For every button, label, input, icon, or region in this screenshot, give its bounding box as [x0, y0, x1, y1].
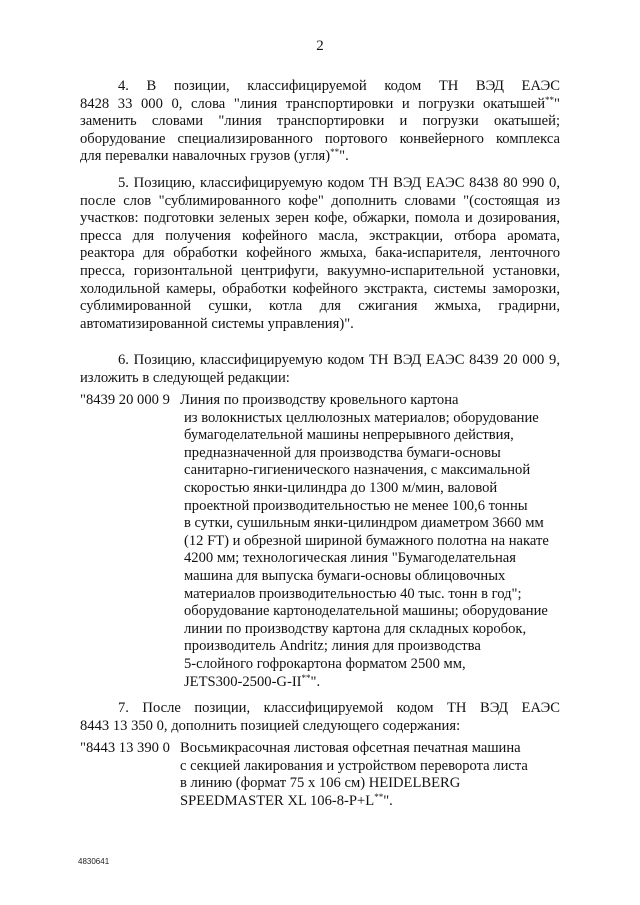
paragraph-6 [80, 352, 560, 387]
p4-line-4: оборудование специализированного портового конвейерного комплекса [80, 130, 560, 147]
entry-1-line: бумагоделательной машины непрерывного действия, [184, 427, 514, 444]
entry-2-line: в линию (формат 75 х 106 см) HEIDELBERG [180, 775, 461, 792]
entry-1-line-last: JETS300-2500-G-II**". [184, 672, 321, 690]
p4-line-1: 4. В позиции, классифицируемой кодом ТН ВЭД ЕАЭС [118, 78, 560, 94]
p5-line-8: сублимированной сушки, котла для сжигания жмыха, градирни, [80, 298, 560, 315]
p5-line-2: после слов "сублимированного кофе" дополнить словами "(состоящая из [80, 192, 560, 209]
entry-1-line: из волокнистых целлюлозных материалов; оборудование [184, 409, 539, 426]
paragraph-7 [80, 700, 560, 735]
entry-1-line: Линия по производству кровельного картона [180, 392, 459, 408]
p5-line-9: автоматизированной системы управления)". [80, 315, 354, 332]
entry-1-line: (12 FT) и обрезной шириной бумажного полотна на накате [184, 532, 549, 549]
p5-line-1: 5. Позицию, классифицируемую кодом ТН ВЭД ЕАЭС 8438 80 990 0, [118, 175, 560, 191]
p5-line-6: пресса, горизонтальной центрифуги, вакуумно-испарительной установки, [80, 262, 560, 279]
p5-line-5: реактора для обработки кофейного жмыха, бака-испарителя, ленточного [80, 245, 560, 262]
entry-2-line: с секцией лакирования и устройством переворота листа [180, 757, 528, 774]
entry-1-line: линии по производству картона для складных коробок, [184, 620, 527, 637]
entry-1-line: санитарно-гигиенического назначения, с максимальной [184, 462, 531, 479]
p5-line-7: холодильной камеры, обработки кофейного экстракта, системы заморозки, [80, 280, 560, 297]
entry-1-line: проектной производительностью не менее 100,6 тонны [184, 497, 528, 514]
entry-1-line: скоростью янки-цилиндра до 1300 м/мин, валовой [184, 479, 498, 496]
page-number: 2 [316, 38, 324, 54]
p4-line-2: 8428 33 000 0, слова "линия транспортировки и погрузки окатышей**" [80, 94, 560, 112]
entry-1-line: материалов производительностью 40 тыс. тонн в год"; [184, 585, 522, 602]
entry-1-line: машина для выпуска бумаги-основы облицовочных [184, 567, 506, 584]
entry-1-line: 5-слойного гофрокартона форматом 2500 мм, [184, 655, 466, 672]
p4-line-3: заменить словами "линия транспортировки и погрузки окатышей; [80, 113, 560, 130]
entry-1-line: 4200 мм; технологическая линия "Бумагоделательная [184, 550, 516, 567]
entry-1-code: "8439 20 000 9 [80, 392, 170, 408]
p6-line-1: 6. Позицию, классифицируемую кодом ТН ВЭД ЕАЭС 8439 20 000 9, [118, 352, 560, 368]
p4-line-5: для перевалки навалочных грузов (угля)**". [80, 147, 349, 165]
p7-line-2: 8443 13 350 0, дополнить позицией следующего содержания: [80, 717, 461, 734]
document-id: 4830641 [78, 857, 110, 866]
entry-2-code: "8443 13 390 0 [80, 740, 170, 756]
p5-line-3: участков: подготовки зеленых зерен кофе, обжарки, помола и дозирования, [80, 210, 560, 227]
footnote-mark: ** [374, 791, 384, 802]
entry-1-line: производитель Andritz; линия для производства [184, 638, 481, 655]
entry-2-line-last: SPEEDMASTER XL 106-8-P+L**". [180, 791, 393, 809]
p5-line-4: пресса для получения кофейного масла, экстракции, отбора аромата, [80, 227, 560, 244]
footnote-mark: ** [301, 672, 311, 683]
paragraph-4 [80, 78, 560, 166]
footnote-mark: ** [545, 94, 555, 105]
entry-2-line: Восьмикрасочная листовая офсетная печатная машина [180, 740, 521, 756]
footnote-mark: ** [330, 147, 340, 158]
entry-1-description [180, 392, 570, 691]
p7-line-1: 7. После позиции, классифицируемой кодом ТН ВЭД ЕАЭС [118, 700, 560, 716]
paragraph-5 [80, 175, 560, 333]
entry-1-line: в сутки, сушильным янки-цилиндром диаметром 3660 мм [184, 515, 544, 532]
entry-1-line: оборудование картоноделательной машины; оборудование [184, 603, 548, 620]
p6-line-2: изложить в следующей редакции: [80, 369, 290, 386]
entry-2-description [180, 740, 570, 810]
entry-1-line: предназначенной для производства бумаги-основы [184, 444, 501, 461]
